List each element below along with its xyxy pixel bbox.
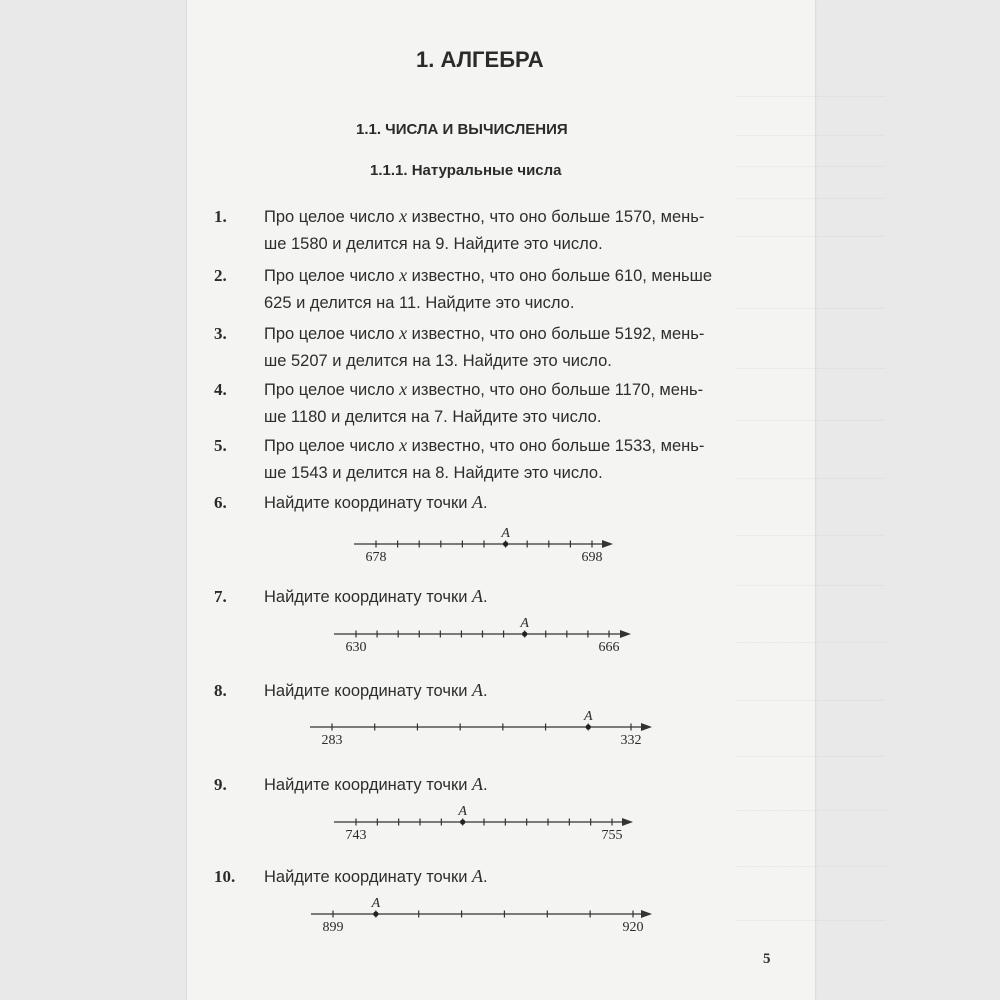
- variable-A: A: [472, 680, 483, 700]
- text-segment: Про целое число: [264, 267, 400, 285]
- page-number: 5: [763, 951, 771, 967]
- point-A-label: A: [458, 804, 467, 819]
- left-endpoint-label: 283: [321, 733, 343, 748]
- subsection-title: 1.1.1. Натуральные числа: [370, 162, 562, 179]
- text-segment: известно, что оно больше 610, меньше: [407, 267, 713, 285]
- variable-x: x: [399, 379, 408, 399]
- problem-number: 3.: [214, 324, 227, 343]
- left-endpoint-label: 899: [322, 920, 344, 935]
- text-segment: Про целое число: [264, 208, 400, 226]
- variable-x: x: [399, 435, 408, 455]
- problem-line: 625 и делится на 11. Найдите это число.: [264, 294, 575, 312]
- text-segment: .: [483, 868, 488, 886]
- point-A-label: A: [371, 896, 381, 911]
- right-endpoint-label: 666: [598, 640, 620, 655]
- text-segment: .: [483, 588, 488, 606]
- text-segment: Про целое число: [264, 437, 400, 455]
- text-segment: известно, что оно больше 1533, мень-: [407, 437, 705, 455]
- text-segment: известно, что оно больше 1570, мень-: [407, 208, 705, 226]
- text-segment: Найдите координату точки: [264, 588, 472, 606]
- right-endpoint-label: 332: [620, 733, 642, 748]
- right-endpoint-label: 755: [601, 828, 623, 843]
- text-segment: .: [483, 776, 488, 794]
- problem-number: 7.: [214, 587, 227, 606]
- chapter-title: 1. АЛГЕБРА: [416, 47, 544, 72]
- variable-A: A: [472, 492, 483, 512]
- text-segment: Найдите координату точки: [264, 776, 472, 794]
- problem-line: ше 1580 и делится на 9. Найдите это число.: [264, 235, 603, 253]
- left-endpoint-label: 678: [365, 550, 387, 565]
- variable-x: x: [399, 323, 408, 343]
- text-segment: .: [483, 494, 488, 512]
- text-segment: Найдите координату точки: [264, 868, 472, 886]
- problem-line: ше 1180 и делится на 7. Найдите это число.: [264, 408, 602, 426]
- problem-number: 2.: [214, 266, 227, 285]
- axis-arrow: [641, 910, 652, 918]
- text-segment: Про целое число: [264, 325, 400, 343]
- text-segment: Найдите координату точки: [264, 682, 472, 700]
- point-A-label: A: [584, 709, 593, 724]
- section-title: 1.1. ЧИСЛА И ВЫЧИСЛЕНИЯ: [356, 121, 568, 138]
- left-endpoint-label: 630: [345, 640, 367, 655]
- right-endpoint-label: 698: [581, 550, 603, 565]
- variable-x: x: [399, 265, 408, 285]
- problem-line: ше 5207 и делится на 13. Найдите это число.: [264, 352, 612, 370]
- problem-line: ше 1543 и делится на 8. Найдите это число.: [264, 464, 603, 482]
- text-segment: известно, что оно больше 1170, мень-: [407, 381, 704, 399]
- problem-number: 8.: [214, 681, 227, 700]
- text-segment: Про целое число: [264, 381, 400, 399]
- problem-number: 6.: [214, 493, 227, 512]
- point-A-label: A: [520, 616, 529, 631]
- variable-A: A: [472, 774, 483, 794]
- point-A-label: A: [501, 526, 510, 541]
- problem-number: 4.: [214, 380, 227, 399]
- point-A-dot: [373, 911, 378, 916]
- problem-number: 10.: [214, 867, 236, 886]
- problem-number: 5.: [214, 436, 227, 455]
- left-endpoint-label: 743: [345, 828, 367, 843]
- text-segment: Найдите координату точки: [264, 494, 472, 512]
- problem-number: 1.: [214, 207, 227, 226]
- right-endpoint-label: 920: [622, 920, 644, 935]
- variable-A: A: [472, 586, 483, 606]
- text-segment: .: [483, 682, 488, 700]
- text-segment: известно, что оно больше 5192, мень-: [407, 325, 705, 343]
- variable-x: x: [399, 206, 408, 226]
- problem-number: 9.: [214, 775, 227, 794]
- variable-A: A: [472, 866, 483, 886]
